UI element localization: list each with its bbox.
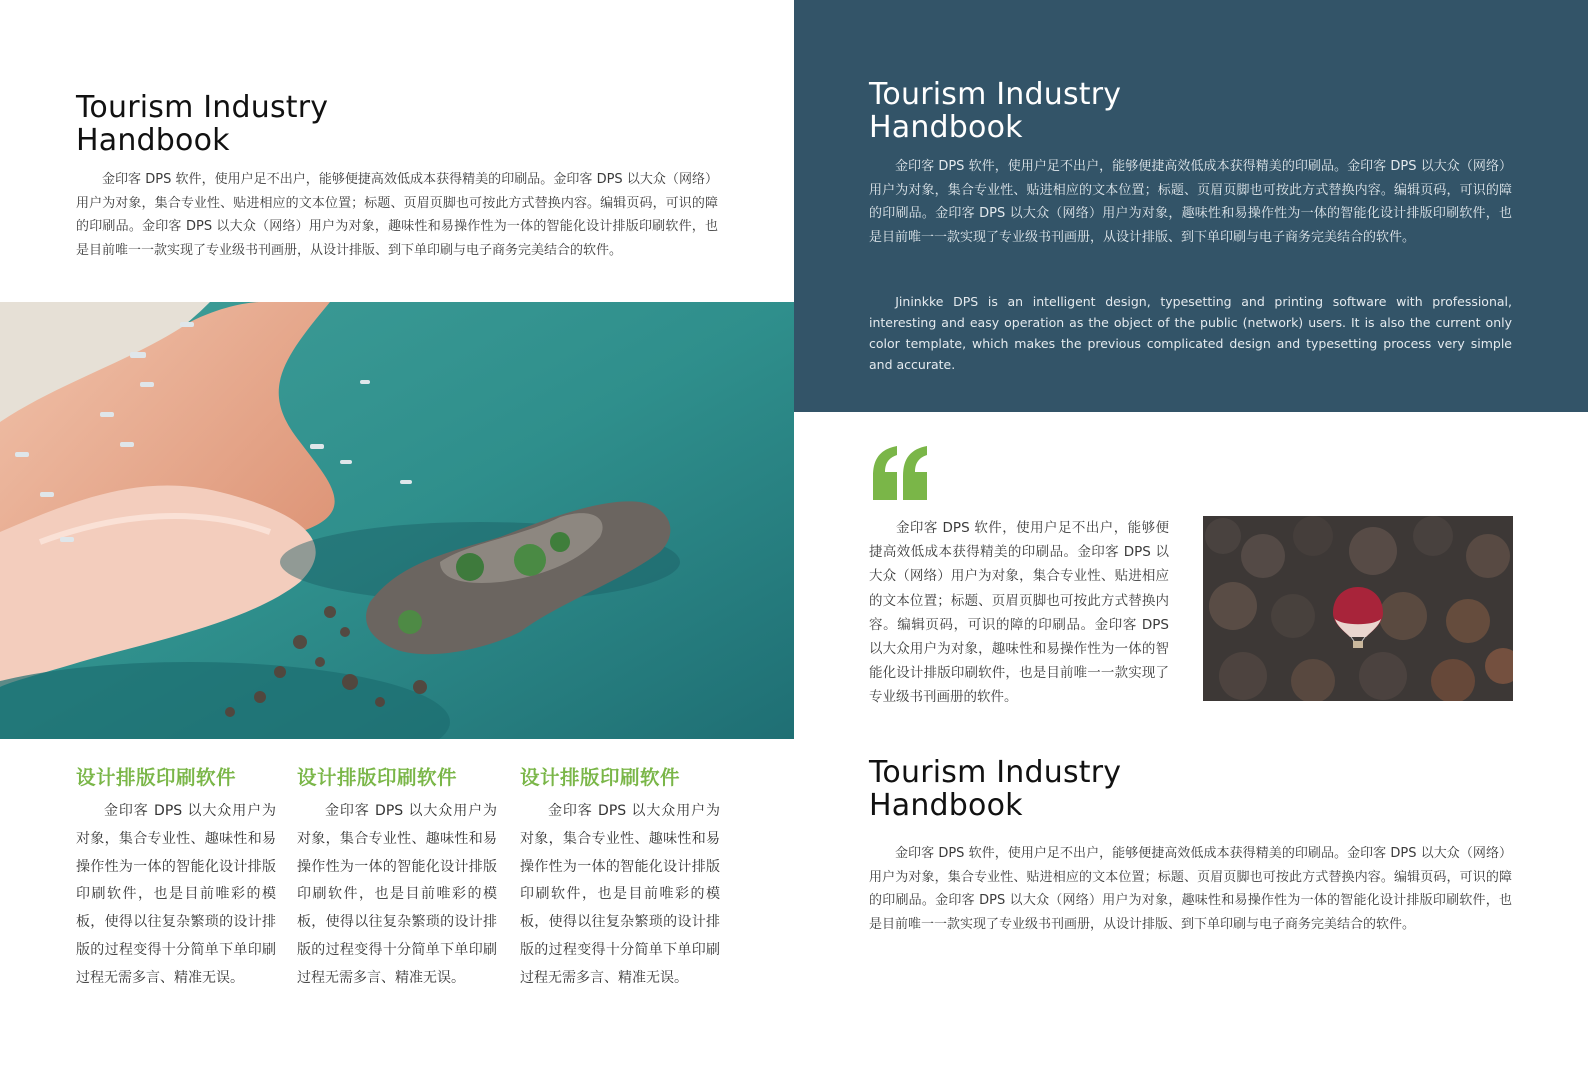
aerial-coast-image	[0, 302, 794, 739]
column-2	[297, 762, 497, 993]
hot-air-balloon-image	[1203, 516, 1513, 701]
left-top-title	[76, 91, 476, 157]
column-3	[520, 762, 720, 993]
right-top-paragraph-en: Jininkke DPS is an intelligent design, typesetting and printing software with professional, interesting and easy operation as the object of the public (network) users. It is also the current only color template, which makes the previous complicated design and typesetting process very simple and accurate.	[869, 294, 1512, 372]
right-bottom-title	[869, 756, 1269, 822]
title-line-2: Handbook	[76, 123, 230, 158]
left-top-paragraph: 金印客 DPS 软件，使用户足不出户，能够便捷高效低成本获得精美的印刷品。金印客 DPS 以大众（网络）用户为对象，集合专业性、贴进相应的文本位置；标题、页眉页脚也可按此方式替换内容。编辑页码，可识的障的印刷品。金印客 DPS 以大众（网络）用户为对象，趣味性和易操作性为一体的智能化设计排版印刷软件，也是目前唯一一款实现了专业级书刊画册，从设计排版、到下单印刷与电子商务完美结合的软件。	[76, 172, 718, 258]
column-1	[76, 762, 276, 993]
right-top-paragraph-cn: 金印客 DPS 软件，使用户足不出户，能够便捷高效低成本获得精美的印刷品。金印客 DPS 以大众（网络）用户为对象，集合专业性、贴进相应的文本位置；标题、页眉页脚也可按此方式替换内容。编辑页码，可识的障的印刷品。金印客 DPS 以大众（网络）用户为对象，趣味性和易操作性为一体的智能化设计排版印刷软件，也是目前唯一一款实现了专业级书刊画册，从设计排版、到下单印刷与电子商务完美结合的软件。	[869, 159, 1512, 245]
column-2-heading: 设计排版印刷软件	[297, 766, 458, 789]
title-line-1: Tourism Industry	[76, 90, 329, 125]
title-line-1: Tourism Industry	[869, 77, 1122, 112]
right-bottom-paragraph: 金印客 DPS 软件，使用户足不出户，能够便捷高效低成本获得精美的印刷品。金印客 DPS 以大众（网络）用户为对象，集合专业性、贴进相应的文本位置；标题、页眉页脚也可按此方式替换内容。编辑页码，可识的障的印刷品。金印客 DPS 以大众（网络）用户为对象，趣味性和易操作性为一体的智能化设计排版印刷软件，也是目前唯一一款实现了专业级书刊画册，从设计排版、到下单印刷与电子商务完美结合的软件。	[869, 846, 1512, 932]
title-line-2: Handbook	[869, 788, 1023, 823]
column-2-text: 金印客 DPS 以大众用户为对象，集合专业性、趣味性和易操作性为一体的智能化设计排版印刷软件，也是目前唯彩的模板，使得以往复杂繁琐的设计排版的过程变得十分简单下单印刷过程无需多言、精准无误。	[297, 803, 497, 986]
column-3-heading: 设计排版印刷软件	[520, 766, 681, 789]
balloon-over-forest-illustration	[1203, 516, 1513, 701]
aerial-coast-illustration	[0, 302, 794, 739]
column-1-text: 金印客 DPS 以大众用户为对象，集合专业性、趣味性和易操作性为一体的智能化设计排版印刷软件，也是目前唯彩的模板，使得以往复杂繁琐的设计排版的过程变得十分简单下单印刷过程无需多言、精准无误。	[76, 803, 276, 986]
column-3-text: 金印客 DPS 以大众用户为对象，集合专业性、趣味性和易操作性为一体的智能化设计排版印刷软件，也是目前唯彩的模板，使得以往复杂繁琐的设计排版的过程变得十分简单下单印刷过程无需多言、精准无误。	[520, 803, 720, 986]
quote-mark-icon	[869, 446, 931, 502]
quote-paragraph: 金印客 DPS 软件，使用户足不出户，能够便捷高效低成本获得精美的印刷品。金印客 DPS 以大众（网络）用户为对象，集合专业性、贴进相应的文本位置；标题、页眉页脚也可按此方式替换内容。编辑页码，可识的障的印刷品。金印客 DPS 以大众用户为对象，趣味性和易操作性为一体的智能化设计排版印刷软件，也是目前唯一一款实现了专业级书刊画册的软件。	[869, 520, 1169, 706]
title-line-2: Handbook	[869, 110, 1023, 145]
right-top-title	[869, 78, 1269, 144]
column-1-heading: 设计排版印刷软件	[76, 766, 237, 789]
title-line-1: Tourism Industry	[869, 755, 1122, 790]
